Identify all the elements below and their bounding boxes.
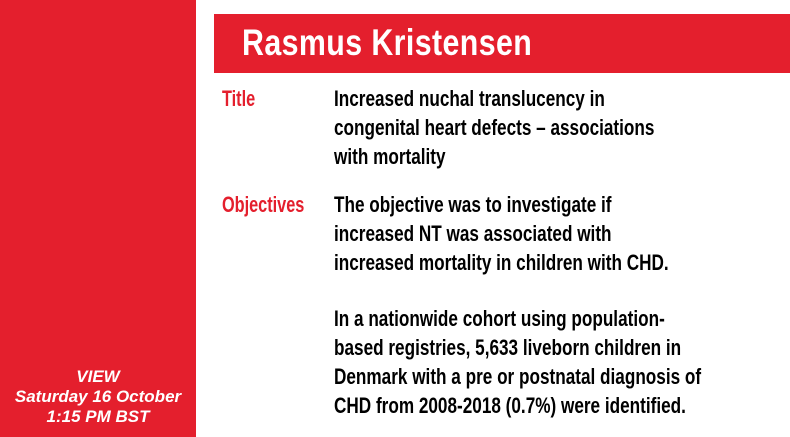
objectives-line: The objective was to investigate if (334, 192, 612, 217)
objectives-line: increased NT was associated with (334, 221, 612, 246)
objectives-label: Objectives (222, 192, 305, 217)
view-schedule (0, 367, 196, 427)
objectives-text (334, 190, 669, 277)
title-line: with mortality (334, 144, 446, 169)
cohort-text (334, 304, 701, 420)
title-line: congenital heart defects – associations (334, 115, 655, 140)
view-label: VIEW (76, 367, 120, 386)
cohort-line: CHD from 2008-2018 (0.7%) were identified. (334, 393, 686, 418)
objectives-line: increased mortality in children with CHD. (334, 250, 669, 275)
left-sidebar (0, 0, 196, 437)
presenter-banner (214, 14, 790, 73)
title-text (334, 84, 654, 171)
title-line: Increased nuchal translucency in (334, 86, 605, 111)
cohort-line: Denmark with a pre or postnatal diagnosis of (334, 364, 702, 389)
title-label: Title (222, 86, 256, 111)
view-date: Saturday 16 October (14, 387, 182, 406)
cohort-line: In a nationwide cohort using population- (334, 306, 665, 331)
cohort-line: based registries, 5,633 liveborn children in (334, 335, 682, 360)
view-time: 1:15 PM BST (46, 407, 150, 426)
presenter-name: Rasmus Kristensen (242, 22, 533, 63)
